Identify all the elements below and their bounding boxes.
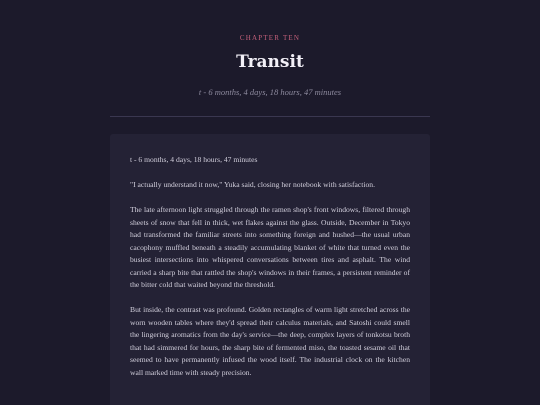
body-paragraph: t - 6 months, 4 days, 18 hours, 47 minutes xyxy=(130,155,258,164)
chapter-title: Transit xyxy=(236,52,304,72)
content-card xyxy=(110,134,430,405)
body-paragraph: The late afternoon light struggled through the ramen shop's front windows, filtered through sheets of snow that fell in thick, wet flakes against the glass. Outside, December in Tokyo had transformed the familiar streets into something foreign and hushed—the usual urban cacophony muffled beneath a steadily accumulating blanket of white that turned even the busiest intersections into whispered conversations between tires and asphalt. The wind carried a sharp bite that rattled the shop's windows in their frames, a persistent reminder of the bitter cold that waited beyond the threshold. xyxy=(130,205,410,289)
header-divider xyxy=(110,116,430,117)
body-paragraph: But inside, the contrast was profound. Golden rectangles of warm light stretched across the worn wooden tables where they'd spread their calculus materials, and Satoshi could smell the lingering aromatics from the day's service—the deep, complex layers of tonkotsu broth that had simmered for hours, the sharp bite of fermented miso, the toasted sesame oil that seemed to have permanently infused the wood itself. The industrial clock on the kitchen wall marked time with steady precision. xyxy=(130,305,410,377)
chapter-subtitle: t - 6 months, 4 days, 18 hours, 47 minutes xyxy=(198,87,342,97)
body-paragraph: "I actually understand it now," Yuka said, closing her notebook with satisfaction. xyxy=(130,180,375,189)
chapter-body xyxy=(130,154,410,392)
chapter-label: CHAPTER TEN xyxy=(239,34,301,42)
